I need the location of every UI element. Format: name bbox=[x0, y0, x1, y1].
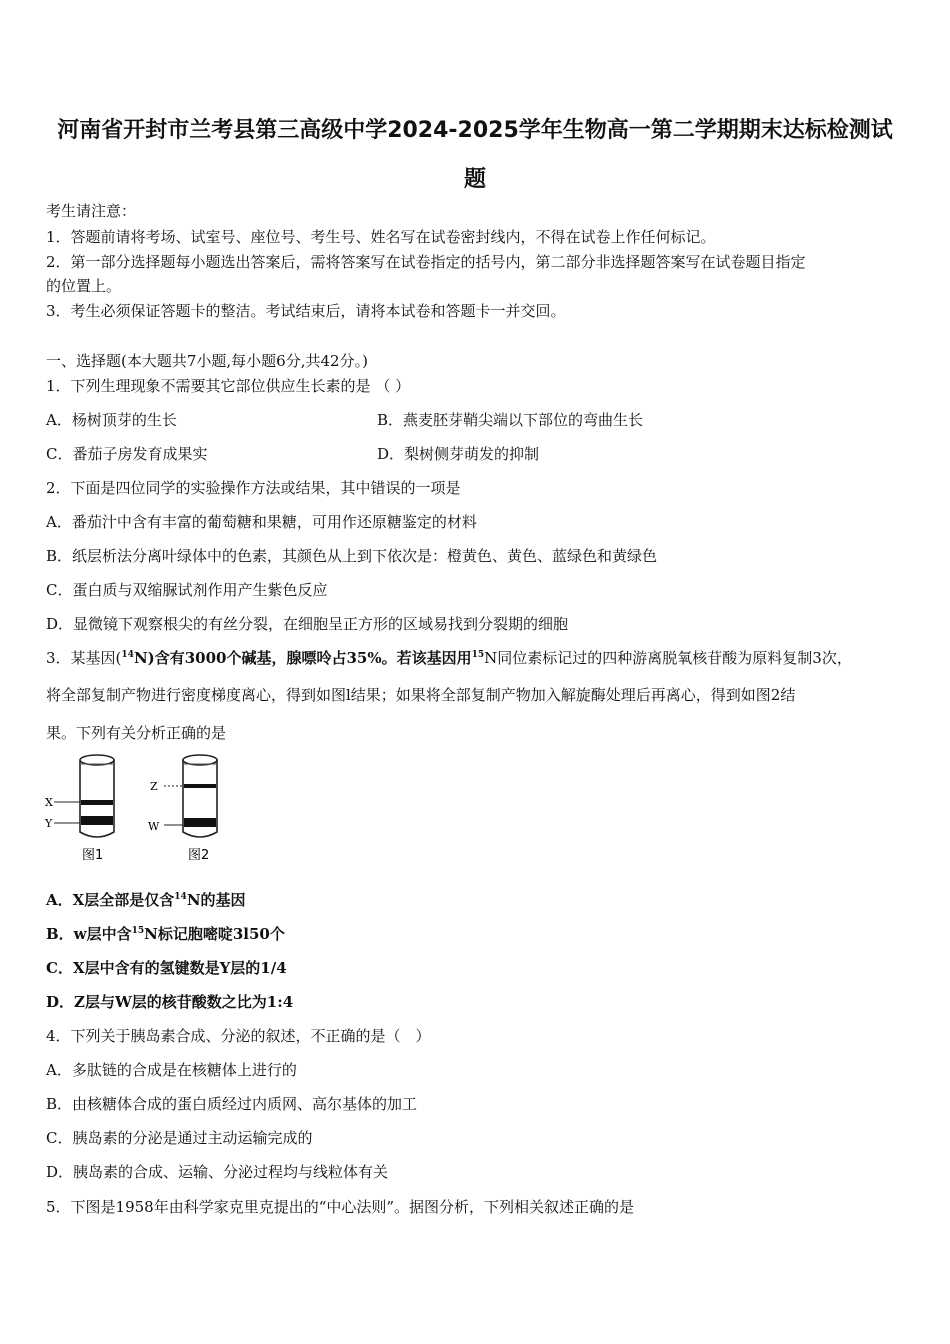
question-2-stem: 2．下面是四位同学的实验操作方法或结果，其中错误的一项是 bbox=[46, 479, 461, 497]
question-2-option-c: C．蛋白质与双缩脲试剂作用产生紫色反应 bbox=[46, 581, 328, 599]
question-1-option-c: C．番茄子房发育成果实 bbox=[46, 445, 208, 463]
question-3-option-c: C．X层中含有的氢键数是Y层的1/4 bbox=[46, 959, 287, 977]
question-3-stem-line-2: 将全部复制产物进行密度梯度离心，得到如图l结果；如果将全部复制产物加入解旋酶处理后再离心，得到如图2结 bbox=[46, 686, 796, 704]
label-w: W bbox=[148, 820, 160, 833]
question-3-option-b: B．w层中含$^{15}$N标记胞嘧啶3l50个 bbox=[46, 925, 285, 943]
band-w bbox=[184, 818, 216, 827]
question-4-option-d: D．胰岛素的合成、运输、分泌过程均与线粒体有关 bbox=[46, 1163, 389, 1181]
label-z: Z bbox=[150, 780, 158, 793]
question-2-option-b: B．纸层析法分离叶绿体中的色素，其颜色从上到下依次是：橙黄色、黄色、蓝绿色和黄绿色 bbox=[46, 547, 658, 565]
band-x bbox=[81, 800, 113, 805]
notice-item-3: 3．考生必须保证答题卡的整洁。考试结束后，请将本试卷和答题卡一并交回。 bbox=[46, 302, 566, 320]
label-x: X bbox=[45, 796, 53, 809]
exam-title: 河南省开封市兰考县第三高级中学2024-2025学年生物高一第二学期期末达标检测试 bbox=[57, 118, 893, 143]
centrifuge-tube-figure bbox=[40, 750, 240, 870]
band-z bbox=[184, 784, 216, 788]
question-1-option-d: D．梨树侧芽萌发的抑制 bbox=[377, 445, 540, 463]
question-4-stem: 4．下列关于胰岛素合成、分泌的叙述，不正确的是（ ） bbox=[46, 1027, 431, 1045]
question-1-option-b: B．燕麦胚芽鞘尖端以下部位的弯曲生长 bbox=[377, 411, 644, 429]
notice-item-2: 2．第一部分选择题每小题选出答案后，需将答案写在试卷指定的括号内，第二部分非选择题答案写在试卷题目指定 bbox=[46, 253, 806, 271]
notice-item-1: 1．答题前请将考场、试室号、座位号、考生号、姓名写在试卷密封线内，不得在试卷上作任何标记。 bbox=[46, 228, 716, 246]
section-heading: 一、选择题(本大题共7小题,每小题6分,共42分。) bbox=[46, 352, 368, 370]
label-y: Y bbox=[45, 817, 53, 830]
question-4-option-a: A．多肽链的合成是在核糖体上进行的 bbox=[46, 1061, 297, 1079]
question-3-stem-line-1: 3．某基因($^{14}$N)含有3000个碱基，腺嘌呤占35%。若该基因用$^{15}$N同位素标记过的四种游离脱氧核苷酸为原料复制3次， bbox=[46, 649, 852, 667]
notice-item-2-continued: 的位置上。 bbox=[46, 277, 122, 295]
question-1-option-a: A．杨树顶芽的生长 bbox=[46, 411, 177, 429]
question-1-stem: 1．下列生理现象不需要其它部位供应生长素的是 （ ） bbox=[46, 377, 411, 395]
question-5-stem: 5．下图是1958年由科学家克里克提出的“中心法则”。据图分析，下列相关叙述正确的是 bbox=[46, 1198, 635, 1216]
question-3-option-a: A．X层全部是仅含$^{14}$N的基因 bbox=[46, 891, 246, 909]
question-2-option-d: D．显微镜下观察根尖的有丝分裂，在细胞呈正方形的区域易找到分裂期的细胞 bbox=[46, 615, 569, 633]
caption-figure-1: 图1 bbox=[82, 848, 104, 863]
question-3-option-d: D．Z层与W层的核苷酸数之比为1:4 bbox=[46, 993, 294, 1011]
question-4-option-c: C．胰岛素的分泌是通过主动运输完成的 bbox=[46, 1129, 313, 1147]
question-2-option-a: A．番茄汁中含有丰富的葡萄糖和果糖，可用作还原糖鉴定的材料 bbox=[46, 513, 477, 531]
exam-title-continued: 题 bbox=[463, 167, 486, 192]
tube-2 bbox=[164, 755, 217, 837]
tube-1 bbox=[54, 755, 114, 837]
question-3-stem-line-3: 果。下列有关分析正确的是 bbox=[46, 724, 227, 742]
band-y bbox=[81, 816, 113, 825]
notice-heading: 考生请注意： bbox=[46, 202, 137, 220]
question-4-option-b: B．由核糖体合成的蛋白质经过内质网、高尔基体的加工 bbox=[46, 1095, 418, 1113]
caption-figure-2: 图2 bbox=[188, 848, 210, 863]
